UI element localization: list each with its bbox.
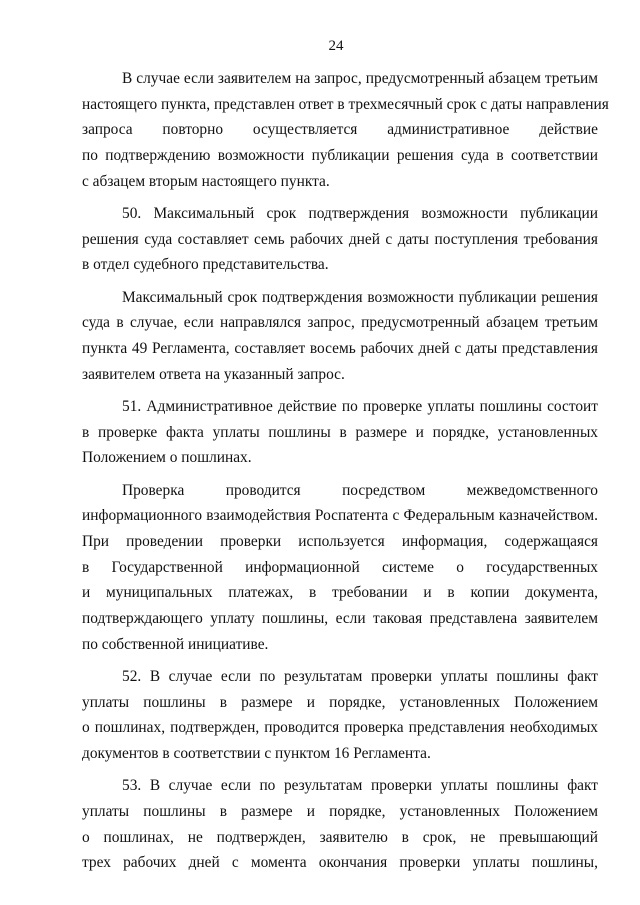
text-line: уплаты пошлины в размере и порядке, установленных Положением — [82, 802, 598, 820]
text-line: заявителем ответа на указанный запрос. — [82, 365, 345, 383]
text-line: в проверке факта уплаты пошлины в размере и порядке, установленных — [82, 423, 598, 441]
text-line: настоящего пункта, представлен ответ в трехмесячный срок с даты направления — [82, 95, 609, 113]
text-line: о пошлинах, не подтвержден, заявителю в срок, не превышающий — [82, 828, 598, 846]
text-line: и муниципальных платежах, в требовании и в копии документа, — [82, 584, 598, 602]
text-line: информационного взаимодействия Роспатента с Федеральным казначейством. — [82, 507, 598, 525]
paragraph-52 — [82, 664, 598, 767]
text-line: 52. В случае если по результатам проверки уплаты пошлины факт — [122, 667, 598, 685]
text-line: уплаты пошлины в размере и порядке, установленных Положением — [82, 693, 598, 711]
text-line: документов в соответствии с пунктом 16 Регламента. — [82, 745, 431, 763]
document-body — [82, 66, 609, 883]
text-line: пункта 49 Регламента, составляет восемь рабочих дней с даты представления — [82, 340, 598, 358]
text-line: в Государственной информационной системе о государственных — [82, 558, 598, 576]
paragraph-51-cont — [82, 478, 598, 658]
text-line: о пошлинах, подтвержден, проводится проверка представления необходимых — [82, 719, 598, 737]
text-line: подтверждающего уплату пошлины, если таковая представлена заявителем — [82, 610, 598, 628]
text-line: запроса повторно осуществляется административное действие — [82, 121, 598, 139]
text-line: с абзацем вторым настоящего пункта. — [82, 172, 330, 190]
text-line: суда в случае, если направлялся запрос, предусмотренный абзацем третьим — [82, 314, 598, 332]
text-line: Положением о пошлинах. — [82, 449, 252, 467]
text-line: Максимальный срок подтверждения возможности публикации решения — [122, 288, 598, 306]
text-line: 50. Максимальный срок подтверждения возможности публикации — [122, 205, 598, 223]
paragraph-50-cont — [82, 285, 598, 388]
paragraph-51 — [82, 394, 598, 471]
text-line: Проверка проводится посредством межведомственного — [122, 481, 598, 499]
text-line: в отдел судебного представительства. — [82, 256, 329, 274]
text-line: 53. В случае если по результатам проверки уплаты пошлины факт — [122, 777, 598, 795]
page-number: 24 — [328, 38, 344, 54]
text-line: по собственной инициативе. — [82, 635, 269, 653]
paragraph-53 — [82, 773, 598, 876]
text-line: по подтверждению возможности публикации решения суда в соответствии — [82, 147, 598, 165]
paragraph-intro — [82, 66, 609, 195]
text-line: трех рабочих дней с момента окончания проверки уплаты пошлины, — [82, 854, 598, 872]
text-line: решения суда составляет семь рабочих дней с даты поступления требования — [82, 230, 598, 248]
text-line: 51. Административное действие по проверке уплаты пошлины состоит — [122, 397, 598, 415]
paragraph-50 — [82, 201, 598, 278]
text-line: В случае если заявителем на запрос, предусмотренный абзацем третьим — [122, 70, 598, 87]
text-line: При проведении проверки используется информация, содержащаяся — [82, 532, 598, 550]
